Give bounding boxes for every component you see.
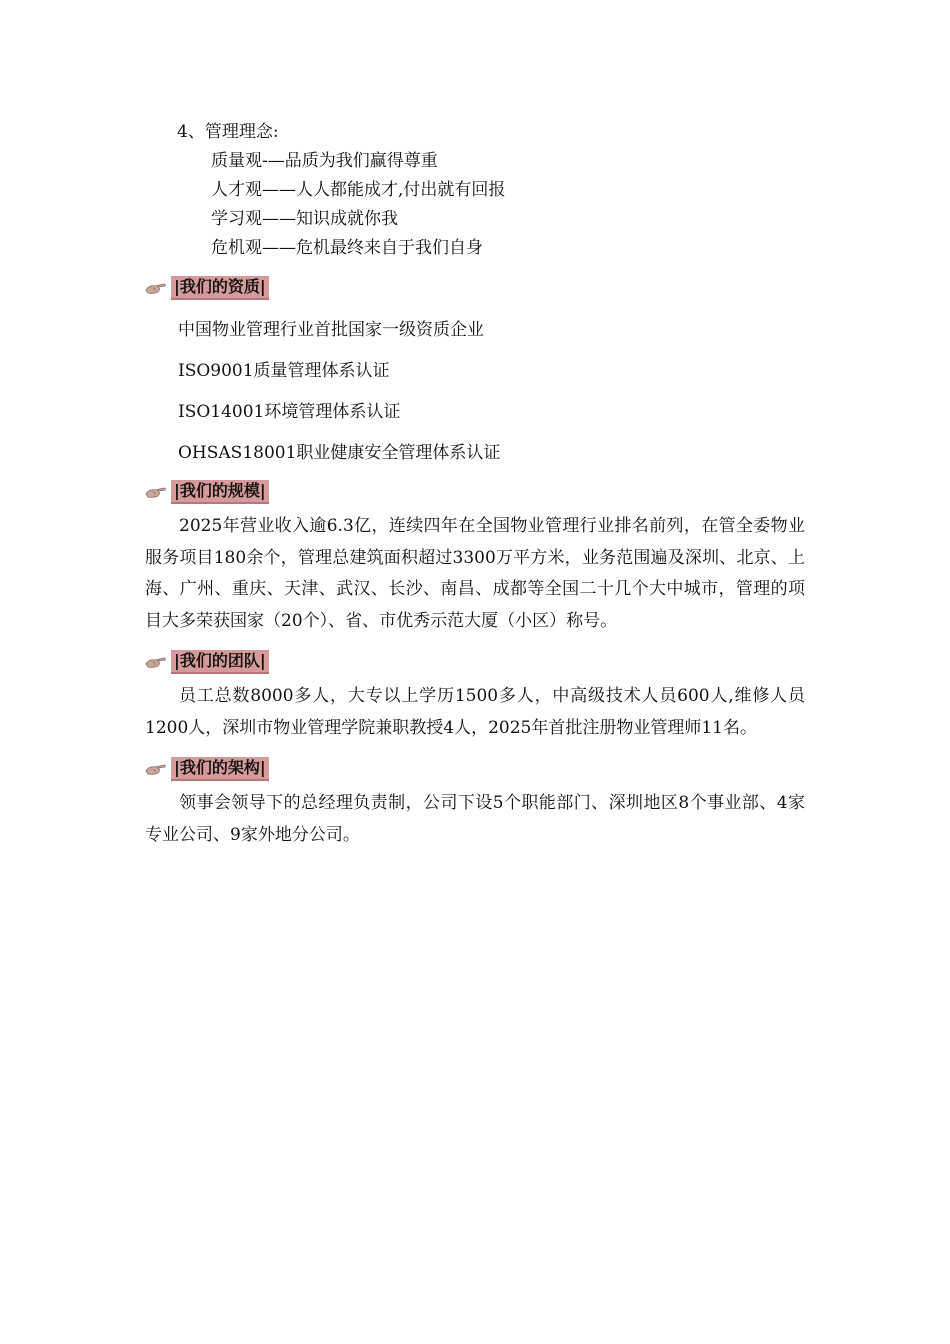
structure-heading-label: |我们的架构| (171, 757, 269, 781)
qualification-heading (145, 275, 805, 301)
management-title: 4、管理理念: (177, 122, 279, 142)
document-page (145, 118, 805, 851)
structure-paragraph: 领事会领导下的总经理负责制，公司下设5个职能部门、深圳地区8个事业部、4家专业公司、9家外地分公司。 (145, 793, 805, 845)
structure-heading (145, 756, 805, 782)
qualification-item: ISO14001环境管理体系认证 (178, 402, 401, 422)
scale-heading (145, 479, 805, 505)
team-heading (145, 649, 805, 675)
qualification-item: OHSAS18001职业健康安全管理体系认证 (178, 443, 501, 463)
hand-pointer-icon (145, 485, 167, 499)
hand-pointer-icon (145, 281, 167, 295)
scale-heading-label: |我们的规模| (171, 480, 269, 504)
team-paragraph: 员工总数8000多人，大专以上学历1500多人，中高级技术人员600人,维修人员1200人，深圳市物业管理学院兼职教授4人，2025年首批注册物业管理师11名。 (145, 686, 805, 738)
management-item-talent: 人才观——人人都能成才,付出就有回报 (211, 180, 506, 200)
management-item-quality: 质量观-—品质为我们赢得尊重 (211, 151, 438, 171)
qualification-heading-label: |我们的资质| (171, 276, 269, 300)
scale-paragraph: 2025年营业收入逾6.3亿，连续四年在全国物业管理行业排名前列，在管全委物业服务项目180余个，管理总建筑面积超过3300万平方米，业务范围遍及深圳、北京、上海、广州、重庆、天津、武汉、长沙、南昌、成都等全国二十几个大中城市，管理的项目大多荣获国家（20个）、省、市优秀示范大厦（小区）称号。 (145, 516, 805, 631)
qualification-item: ISO9001质量管理体系认证 (178, 361, 390, 381)
hand-pointer-icon (145, 762, 167, 776)
management-philosophy-section (145, 118, 805, 263)
qualification-item: 中国物业管理行业首批国家一级资质企业 (178, 320, 484, 340)
management-item-learning: 学习观——知识成就你我 (211, 209, 398, 229)
hand-pointer-icon (145, 655, 167, 669)
team-heading-label: |我们的团队| (171, 650, 269, 674)
management-item-crisis: 危机观——危机最终来自于我们自身 (211, 238, 483, 258)
